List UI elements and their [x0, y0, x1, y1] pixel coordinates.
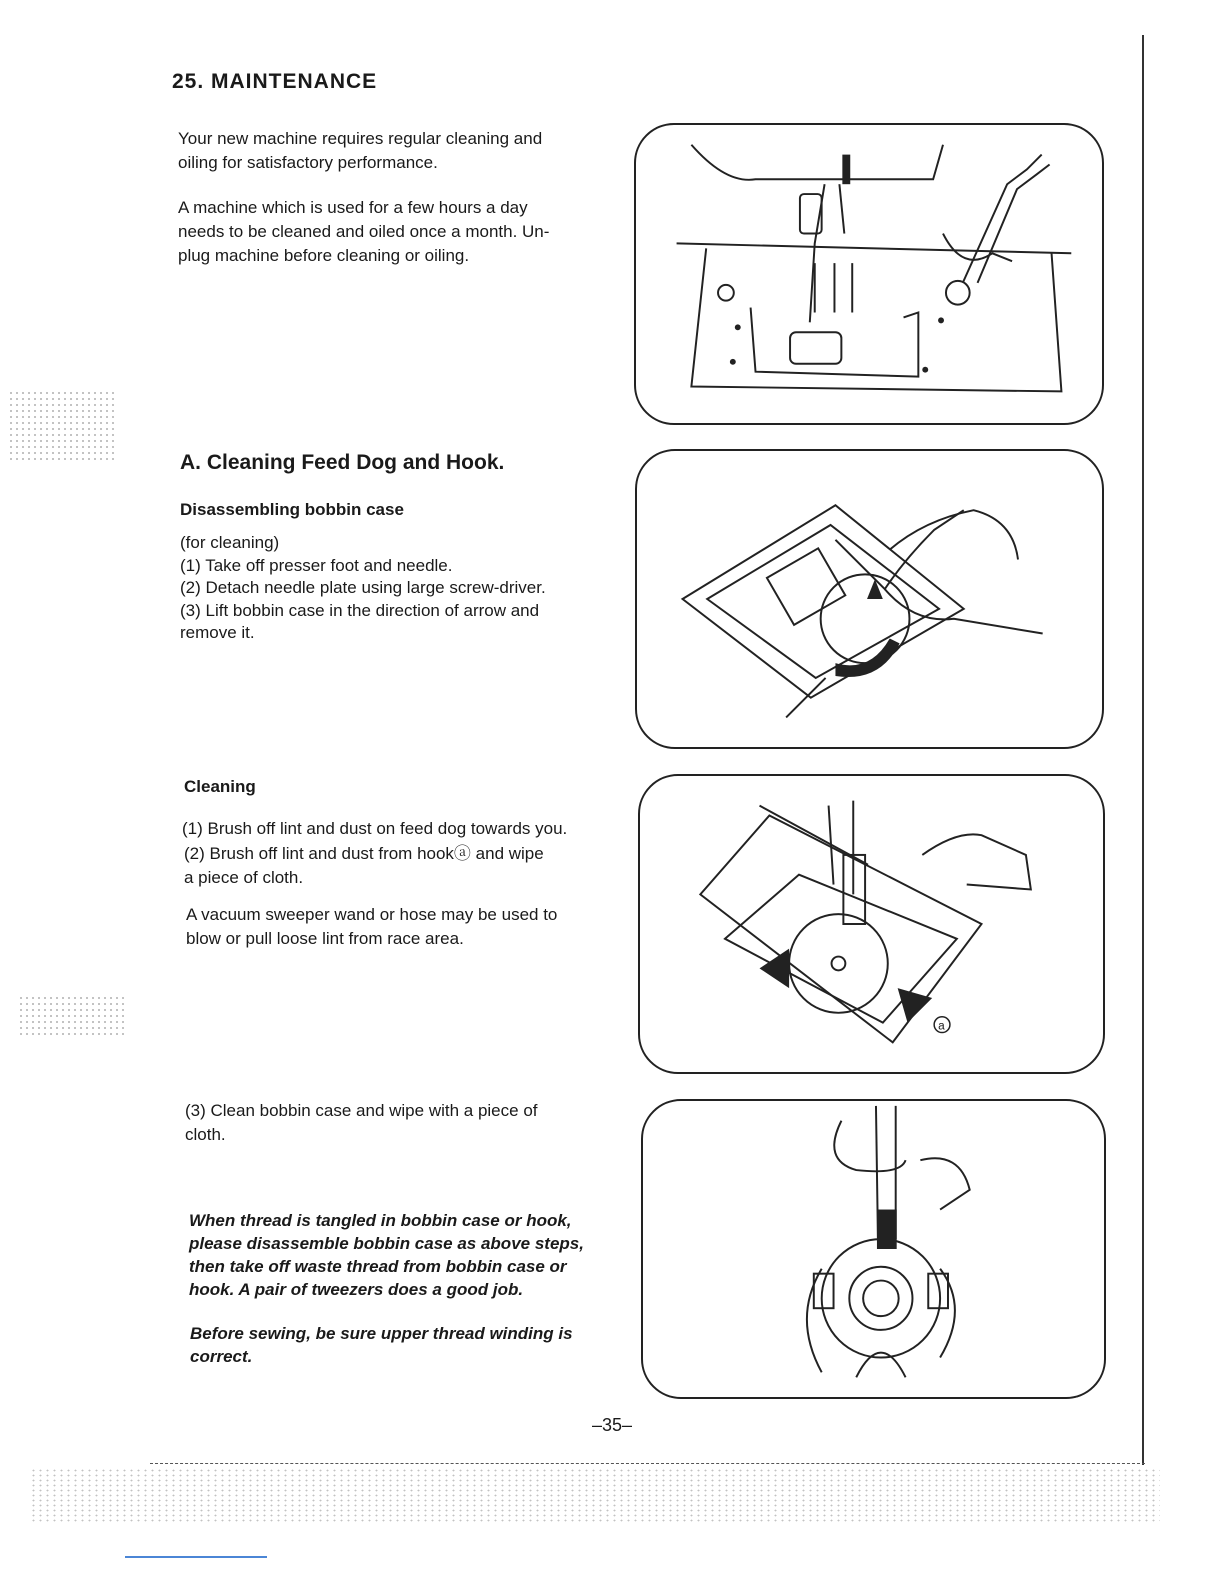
vacuum-note-line: blow or pull loose lint from race area.	[186, 929, 464, 948]
figure-needle-plate-removal	[634, 123, 1104, 425]
intro-p2-line: plug machine before cleaning or oiling.	[178, 246, 470, 265]
vacuum-note-line: A vacuum sweeper wand or hose may be used to	[186, 905, 558, 924]
needle-bar	[842, 155, 850, 185]
tangled-note-line: then take off waste thread from bobbin case or	[189, 1257, 567, 1276]
disassembling-steps	[180, 532, 610, 645]
disassembling-step: remove it.	[180, 623, 255, 642]
scan-edge-line	[1142, 35, 1144, 1465]
section-a-heading: A. Cleaning Feed Dog and Hook.	[180, 451, 505, 474]
intro-paragraph-2	[178, 196, 608, 268]
tangled-note-line: When thread is tangled in bobbin case or hook,	[189, 1211, 572, 1230]
screw-dot	[938, 317, 944, 323]
before-sewing-line: Before sewing, be sure upper thread winding is	[190, 1324, 573, 1343]
figure-clean-bobbin-case	[641, 1099, 1106, 1399]
before-sewing-note	[190, 1322, 630, 1368]
cleaning-step-2-line: (2) Brush off lint and dust from hookⓐ and wipe	[184, 844, 544, 863]
part-label-a: a	[938, 1018, 945, 1033]
blue-edge-mark	[125, 1556, 267, 1558]
vacuum-note	[186, 903, 626, 951]
intro-p2-line: needs to be cleaned and oiled once a month. Un-	[178, 222, 550, 241]
page-title: 25. MAINTENANCE	[172, 70, 378, 93]
disassembling-step: (2) Detach needle plate using large screw-driver.	[180, 578, 546, 597]
page-number: –35–	[591, 1415, 633, 1435]
intro-p2-line: A machine which is used for a few hours a day	[178, 198, 528, 217]
bobbin-case-lift-illustration	[637, 451, 1102, 747]
direction-arrow	[867, 579, 883, 599]
scan-speckle	[18, 995, 128, 1035]
figure-lift-bobbin-case	[635, 449, 1104, 749]
intro-paragraph-1	[178, 127, 608, 175]
cleaning-step-3-line: cloth.	[185, 1125, 226, 1144]
screw-dot	[730, 359, 736, 365]
cleaning-step-2-line: a piece of cloth.	[184, 868, 304, 887]
cleaning-step-1: (1) Brush off lint and dust on feed dog towards you.	[182, 819, 568, 838]
scan-bottom-line	[150, 1463, 1145, 1464]
figure-brush-hook	[638, 774, 1105, 1074]
tangled-note-line: hook. A pair of tweezers does a good job.	[189, 1280, 524, 1299]
scan-speckle	[8, 390, 118, 460]
scan-bottom-noise	[30, 1468, 1160, 1523]
disassembling-step: (3) Lift bobbin case in the direction of arrow and	[180, 600, 540, 620]
disassembling-step: (for cleaning)	[180, 533, 280, 552]
tangled-thread-note	[189, 1209, 629, 1301]
intro-p1-line: Your new machine requires regular cleaning and	[178, 129, 543, 148]
disassembling-heading: Disassembling bobbin case	[180, 500, 404, 519]
screw-dot	[735, 324, 741, 330]
tangled-note-line: please disassemble bobbin case as above steps,	[189, 1234, 584, 1253]
screw-dot	[922, 367, 928, 373]
hook-brushing-illustration	[640, 776, 1103, 1072]
cleaning-step-3	[185, 1099, 625, 1147]
intro-p1-line: oiling for satisfactory performance.	[178, 153, 438, 172]
before-sewing-line: correct.	[190, 1347, 253, 1366]
brush-bristles	[877, 1210, 897, 1249]
disassembling-step: (1) Take off presser foot and needle.	[180, 555, 453, 575]
cleaning-step-2	[184, 842, 624, 890]
bobbin-case-cleaning-illustration	[643, 1101, 1104, 1397]
cleaning-step-3-line: (3) Clean bobbin case and wipe with a piece of	[185, 1101, 538, 1120]
needle-plate-illustration	[636, 125, 1102, 423]
cleaning-heading: Cleaning	[184, 777, 256, 796]
